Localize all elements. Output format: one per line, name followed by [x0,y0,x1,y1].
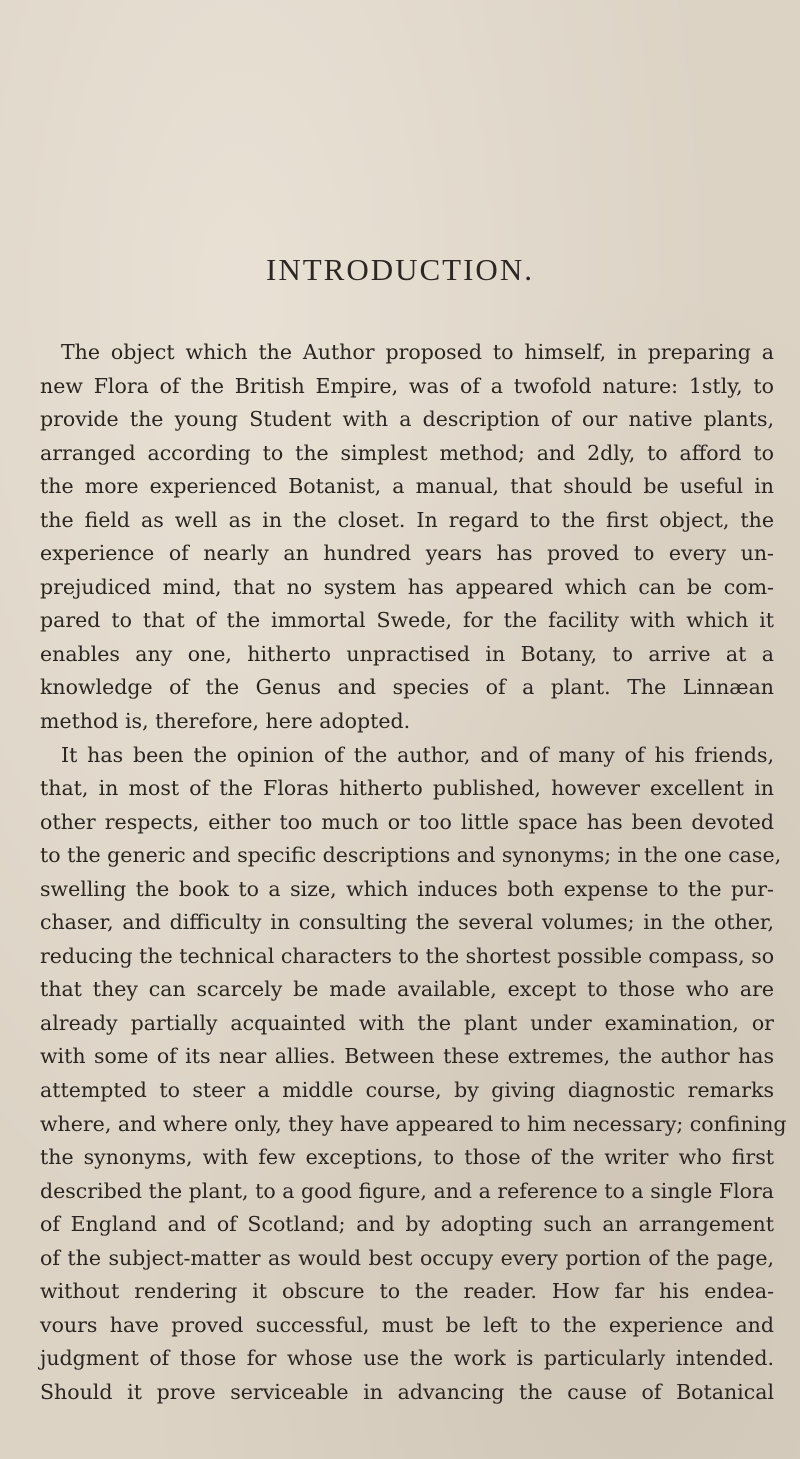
text-line: Should it prove serviceable in advancing the cause of Botanical [40,1379,774,1404]
text-line: attempted to steer a middle course, by giving diagnostic remarks [40,1078,774,1103]
text-line: chaser, and difficulty in consulting the several volumes; in the other, [40,910,774,935]
text-line: knowledge of the Genus and species of a plant. The Linnæan [40,675,774,700]
text-line: of the subject-matter as would best occupy every portion of the page, [40,1245,774,1270]
body-text [40,336,787,1410]
text-line: The object which the Author proposed to himself, in preparing a [61,340,774,364]
text-line: judgment of those for whose use the work is particularly intended. [40,1346,774,1371]
text-line: the synonyms, with few exceptions, to those of the writer who first [40,1145,774,1170]
text-line: that they can scarcely be made available, except to those who are [40,977,774,1002]
text-line: vours have proved successful, must be left to the experience and [40,1312,774,1337]
text-line: prejudiced mind, that no system has appeared which can be com- [40,574,774,599]
text-line: other respects, either too much or too little space has been devoted [40,809,774,834]
text-line: method is, therefore, here adopted. [40,709,411,734]
text-line: without rendering it obscure to the reader. How far his endea- [40,1279,774,1304]
text-line: with some of its near allies. Between these extremes, the author has [40,1044,774,1069]
text-line: the field as well as in the closet. In regard to the first object, the [40,507,774,532]
text-line: where, and where only, they have appeared to him necessary; confining [40,1111,787,1136]
text-line: arranged according to the simplest method; and 2dly, to afford to [40,440,774,465]
text-line: to the generic and specific descriptions and synonyms; in the one case, [40,843,782,868]
text-line: new Flora of the British Empire, was of a twofold nature: 1stly, to [40,373,774,398]
text-line: pared to that of the immortal Swede, for the facility with which it [40,608,774,633]
text-line: of England and of Scotland; and by adopting such an arrangement [40,1212,774,1237]
text-line: reducing the technical characters to the shortest possible compass, so [40,943,775,968]
page-title: INTRODUCTION. [266,252,534,287]
text-line: experience of nearly an hundred years has proved to every un- [40,541,774,566]
text-line: already partially acquainted with the plant under examination, or [40,1010,774,1035]
text-line: that, in most of the Floras hitherto published, however excellent in [40,776,774,801]
text-line: swelling the book to a size, which induces both expense to the pur- [40,876,774,901]
text-line: the more experienced Botanist, a manual, that should be useful in [40,474,774,499]
text-line: provide the young Student with a description of our native plants, [40,407,774,432]
text-line: enables any one, hitherto unpractised in Botany, to arrive at a [40,641,774,666]
text-line: described the plant, to a good figure, and a reference to a single Flora [40,1178,774,1203]
text-line: It has been the opinion of the author, and of many of his friends, [61,742,774,767]
